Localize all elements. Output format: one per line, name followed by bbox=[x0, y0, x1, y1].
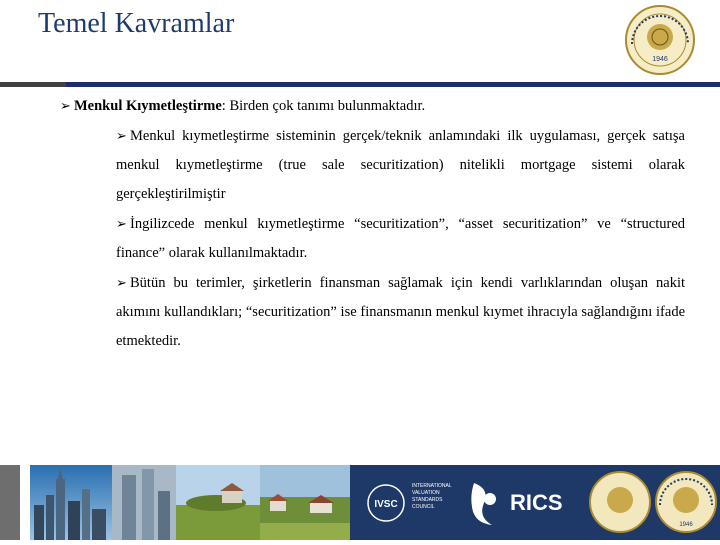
seal-year: 1946 bbox=[652, 56, 668, 63]
term-label: Menkul Kıymetleştirme bbox=[74, 98, 222, 114]
rics-label: RICS bbox=[510, 490, 563, 515]
ivsc-label: IVSC bbox=[374, 499, 398, 510]
rics-logo bbox=[460, 465, 586, 540]
village-image bbox=[260, 465, 350, 540]
footer-seal-year: 1946 bbox=[679, 522, 693, 528]
university-seals-icon bbox=[586, 465, 720, 540]
main-point bbox=[60, 98, 685, 115]
slide-body bbox=[60, 88, 685, 356]
ivsc-text-line: COUNCIL bbox=[412, 504, 435, 510]
header-rule bbox=[66, 82, 720, 87]
ivsc-text-line: VALUATION bbox=[412, 490, 440, 496]
footer-seals bbox=[586, 465, 720, 540]
arrow-bullet-icon: ➢ bbox=[60, 98, 71, 113]
footer-gray-block bbox=[0, 465, 20, 540]
countryside-image bbox=[176, 465, 260, 540]
arrow-bullet-icon: ➢ bbox=[116, 275, 127, 290]
ivsc-text-line: INTERNATIONAL bbox=[412, 483, 452, 489]
header-rule-left bbox=[0, 82, 66, 87]
towers-image bbox=[112, 465, 176, 540]
sub-point-3 bbox=[116, 268, 685, 356]
sub-point-text: İngilizcede menkul kıymetleştirme “securitization”, “asset securitization” ve “structured finance” olarak kullanılmaktadır. bbox=[116, 216, 685, 261]
sub-point-1 bbox=[116, 121, 685, 209]
rics-emblem-icon bbox=[460, 465, 586, 540]
sub-point-text: Menkul kıymetleştirme sisteminin gerçek/teknik anlamındaki ilk uygulaması, gerçek satışa menkul kıymetleştirme (true sale securitization) nitelikli mortgage sistemi olarak gerçekleştirilmiştir bbox=[116, 128, 685, 202]
slide-title: Temel Kavramlar bbox=[38, 8, 235, 39]
ankara-university-seal-icon bbox=[624, 4, 696, 76]
sub-point-2 bbox=[116, 209, 685, 268]
arrow-bullet-icon: ➢ bbox=[116, 216, 127, 231]
arrow-bullet-icon: ➢ bbox=[116, 128, 127, 143]
city-skyline-image bbox=[30, 465, 112, 540]
term-definition: : Birden çok tanımı bulunmaktadır. bbox=[221, 98, 426, 114]
ivsc-logo bbox=[362, 465, 460, 540]
ivsc-emblem-icon bbox=[362, 465, 460, 540]
ivsc-text-line: STANDARDS bbox=[412, 497, 443, 503]
sub-point-text: Bütün bu terimler, şirketlerin finansman sağlamak için kendi varlıklarından oluşan nakit akımını kullandıkları; “securitization” ise finansmanın menkul kıymet ihracıyla sağlandığını ifade etmektedir. bbox=[116, 275, 685, 349]
